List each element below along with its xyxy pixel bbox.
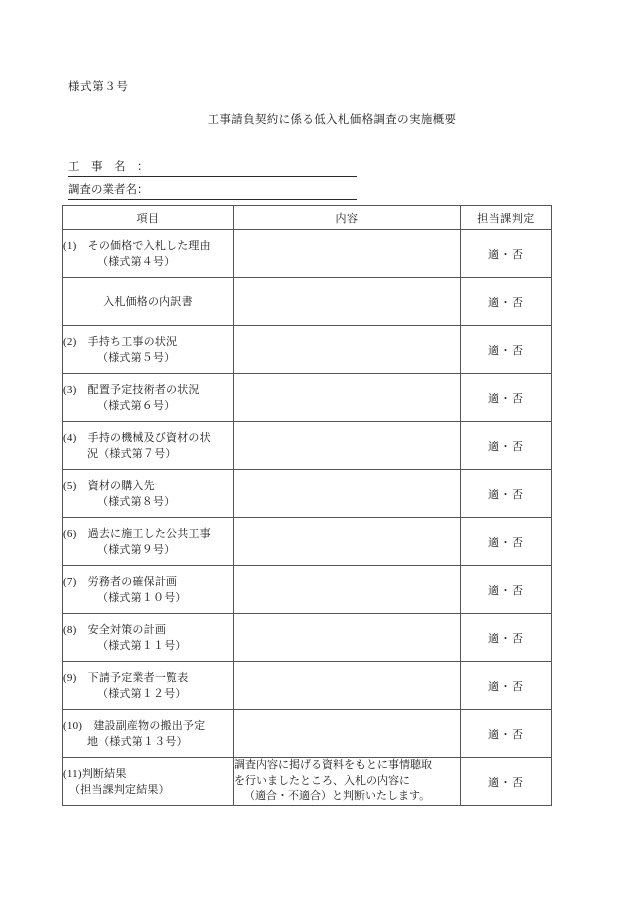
row-judgement-cell[interactable]: 適・否: [461, 230, 552, 278]
row-item-label: [63, 326, 234, 374]
row-item-line2: （様式第１１号）: [97, 639, 187, 652]
table-row: [63, 326, 552, 374]
table-row: [63, 758, 552, 806]
row-judgement-cell[interactable]: 適・否: [461, 758, 552, 806]
table-row: [63, 230, 552, 278]
row-content-line: 調査内容に掲げる資料をもとに事情聴取: [234, 759, 432, 772]
row-judgement-cell[interactable]: 適・否: [461, 662, 552, 710]
row-content-line: を行いましたところ、入札の内容に: [234, 774, 410, 787]
row-item-line1: (5) 資材の購入先: [63, 479, 155, 492]
row-item-label: [63, 230, 234, 278]
row-item-line2: （様式第９号）: [97, 543, 176, 556]
table-row: [63, 662, 552, 710]
row-item-line2: （様式第５号）: [97, 351, 176, 364]
row-item-label: [63, 470, 234, 518]
row-item-label: [63, 566, 234, 614]
contractor-name-label: 調査の業者名：: [68, 184, 149, 196]
row-content-cell[interactable]: [234, 278, 461, 326]
row-item-line1: (11)判断結果: [63, 767, 127, 780]
table-header: [63, 206, 552, 230]
row-item-line1: (4) 手持の機械及び資材の状: [63, 431, 211, 444]
row-judgement-cell[interactable]: 適・否: [461, 470, 552, 518]
row-item-label: [63, 518, 234, 566]
row-content-cell[interactable]: [234, 758, 461, 806]
row-judgement-cell[interactable]: 適・否: [461, 278, 552, 326]
row-item-label: [63, 758, 234, 806]
row-item-label: [63, 374, 234, 422]
row-item-line1: (9) 下請予定業者一覧表: [63, 671, 189, 684]
row-item-label: [63, 278, 234, 326]
row-item-line2: （様式第４号）: [97, 255, 176, 268]
row-item-line1: (2) 手持ち工事の状況: [63, 335, 178, 348]
form-number: 様式第３号: [68, 81, 129, 93]
table-header-row: [63, 206, 552, 230]
row-item-line1: (10) 建設副産物の搬出予定: [63, 719, 206, 732]
row-content-cell[interactable]: [234, 662, 461, 710]
row-item-line2: （様式第６号）: [97, 399, 176, 412]
table-row: [63, 278, 552, 326]
contractor-name-field[interactable]: [68, 181, 357, 200]
row-item-label: [63, 662, 234, 710]
row-item-label: [63, 614, 234, 662]
row-item-line2: （様式第８号）: [97, 495, 176, 508]
row-content-cell[interactable]: [234, 470, 461, 518]
row-item-line2: 地（様式第１３号）: [87, 735, 188, 748]
row-judgement-cell[interactable]: 適・否: [461, 566, 552, 614]
row-item-line1: (6) 過去に施工した公共工事: [63, 527, 211, 540]
table-row: [63, 470, 552, 518]
row-judgement-cell[interactable]: 適・否: [461, 374, 552, 422]
table-row: [63, 614, 552, 662]
row-content-cell[interactable]: [234, 230, 461, 278]
row-item-line1: (7) 労務者の確保計画: [63, 575, 178, 588]
row-item-line2: （様式第１０号）: [97, 591, 187, 604]
row-judgement-cell[interactable]: 適・否: [461, 614, 552, 662]
investigation-table: [62, 205, 552, 806]
project-name-field[interactable]: [68, 158, 357, 177]
column-header-item: 項目: [63, 206, 234, 230]
table-row: [63, 710, 552, 758]
table-row: [63, 566, 552, 614]
row-item-label: [63, 710, 234, 758]
row-content-cell[interactable]: [234, 326, 461, 374]
row-item-line2: （担当課判定結果）: [69, 783, 170, 796]
row-item-line1: 入札価格の内訳書: [103, 295, 193, 308]
column-header-judgement: 担当課判定: [461, 206, 552, 230]
row-judgement-cell[interactable]: 適・否: [461, 518, 552, 566]
table-row: [63, 422, 552, 470]
row-judgement-cell[interactable]: 適・否: [461, 710, 552, 758]
row-content-cell[interactable]: [234, 614, 461, 662]
row-content-cell[interactable]: [234, 518, 461, 566]
row-item-line2: 況（様式第７号）: [87, 447, 177, 460]
table-body: [63, 230, 552, 806]
row-item-line1: (3) 配置予定技術者の状況: [63, 383, 200, 396]
row-judgement-cell[interactable]: 適・否: [461, 422, 552, 470]
row-content-line: （適合・不適合）と判断いたします。: [244, 790, 431, 803]
row-item-line2: （様式第１２号）: [97, 687, 187, 700]
row-content-cell[interactable]: [234, 566, 461, 614]
row-content-cell[interactable]: [234, 374, 461, 422]
project-name-label: 工 事 名 ：: [68, 161, 149, 173]
page-title: 工事請負契約に係る低入札価格調査の実施概要: [207, 114, 457, 126]
column-header-content: 内容: [234, 206, 461, 230]
table-row: [63, 374, 552, 422]
row-item-line1: (1) その価格で入札した理由: [63, 239, 211, 252]
table-row: [63, 518, 552, 566]
row-content-cell[interactable]: [234, 422, 461, 470]
row-judgement-cell[interactable]: 適・否: [461, 326, 552, 374]
row-item-label: [63, 422, 234, 470]
row-item-line1: (8) 安全対策の計画: [63, 623, 167, 636]
row-content-cell[interactable]: [234, 710, 461, 758]
